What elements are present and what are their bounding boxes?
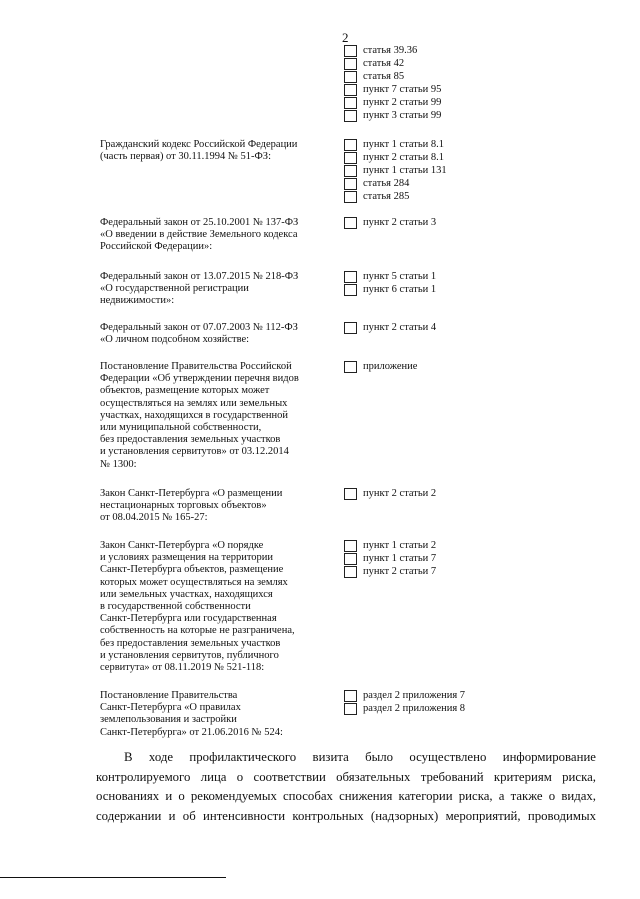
checkbox-label: пункт 2 статьи 7: [363, 566, 437, 577]
checkbox-label: пункт 2 статьи 8.1: [363, 152, 445, 163]
checkbox[interactable]: [344, 488, 357, 500]
checkbox-label: пункт 1 статьи 131: [363, 165, 447, 176]
checkbox[interactable]: [344, 45, 357, 57]
checkbox[interactable]: [344, 152, 357, 164]
checkbox[interactable]: [344, 178, 357, 190]
checkbox[interactable]: [344, 361, 357, 373]
checkbox-label: статья 285: [363, 191, 410, 202]
checkbox-label: пункт 1 статьи 8.1: [363, 139, 445, 150]
checkbox-label: статья 39.36: [363, 45, 418, 56]
checkbox-label: раздел 2 приложения 7: [363, 690, 466, 701]
checkbox-label: пункт 7 статьи 95: [363, 84, 442, 95]
checkbox[interactable]: [344, 71, 357, 83]
law-title: Постановление Правительства Российской Федерации «Об утверждении перечня видов объектов, размещение которых может осуществляться на землях или земельных участках, находящихся в государственной или муниципальной собственности, без предоставления земельных участков и установления сервитутов» от 03.12.2014 № 1300:: [100, 361, 299, 470]
law-title: Гражданский кодекс Российской Федерации (часть первая) от 30.11.1994 № 51-ФЗ:: [100, 139, 298, 163]
checkbox-label: пункт 5 статьи 1: [363, 271, 437, 282]
checkbox[interactable]: [344, 284, 357, 296]
checkbox[interactable]: [344, 139, 357, 151]
checkbox-label: пункт 2 статьи 99: [363, 97, 442, 108]
checkbox[interactable]: [344, 97, 357, 109]
law-title: Федеральный закон от 07.07.2003 № 112-ФЗ «О личном подсобном хозяйстве:: [100, 322, 298, 346]
page-number: 2: [342, 30, 349, 45]
checkbox[interactable]: [344, 217, 357, 229]
law-title: Постановление Правительства Санкт-Петербурга «О правилах землепользования и застройки Санкт-Петербурга» от 21.06.2016 № 524:: [100, 690, 283, 738]
checkbox-label: пункт 2 статьи 3: [363, 217, 437, 228]
checkbox-label: пункт 1 статьи 2: [363, 540, 437, 551]
paragraph-line: контролируемого лица о соответствии обязательных требований критериям риска,: [96, 769, 596, 784]
checkbox[interactable]: [344, 703, 357, 715]
checkbox-label: пункт 3 статьи 99: [363, 110, 442, 121]
footnote-divider: [0, 877, 226, 878]
checkbox-label: пункт 2 статьи 2: [363, 488, 437, 499]
checkbox[interactable]: [344, 110, 357, 122]
checkbox[interactable]: [344, 690, 357, 702]
checkbox-label: статья 42: [363, 58, 405, 69]
paragraph-line: содержании и об интенсивности контрольных (надзорных) мероприятий, проводимых: [96, 808, 596, 823]
checkbox[interactable]: [344, 191, 357, 203]
checkbox-label: приложение: [363, 361, 418, 372]
law-title: Федеральный закон от 13.07.2015 № 218-ФЗ «О государственной регистрации недвижимости»:: [100, 271, 299, 307]
checkbox-label: статья 284: [363, 178, 410, 189]
checkbox[interactable]: [344, 271, 357, 283]
checkbox[interactable]: [344, 540, 357, 552]
checkbox-label: пункт 2 статьи 4: [363, 322, 437, 333]
checkbox[interactable]: [344, 165, 357, 177]
checkbox-label: пункт 6 статьи 1: [363, 284, 437, 295]
paragraph-line: основаниях и о рекомендуемых способах снижения категории риска, а также о видах,: [96, 789, 596, 804]
checkbox-label: пункт 1 статьи 7: [363, 553, 437, 564]
checkbox[interactable]: [344, 566, 357, 578]
checkbox[interactable]: [344, 84, 357, 96]
checkbox[interactable]: [344, 322, 357, 334]
checkbox-label: статья 85: [363, 71, 405, 82]
law-title: Закон Санкт-Петербурга «О порядке и условиях размещения на территории Санкт-Петербурга объектов, размещение которых может осуществляться на землях или земельных участках, находящихся в государственной собственности Санкт-Петербурга или государственная собственность на которые не разграничена, без предоставления земельных участков и установления сервитутов, публичного сервитута» от 08.11.2019 № 521-118:: [100, 540, 295, 674]
body-paragraph: [96, 748, 596, 826]
checkbox-label: раздел 2 приложения 8: [363, 703, 466, 714]
paragraph-line: В ходе профилактического визита было осуществлено информирование: [124, 750, 596, 764]
checkbox[interactable]: [344, 553, 357, 565]
law-title: Закон Санкт-Петербурга «О размещении нестационарных торговых объектов» от 08.04.2015 № 165-27:: [100, 488, 283, 524]
checkbox[interactable]: [344, 58, 357, 70]
law-title: Федеральный закон от 25.10.2001 № 137-ФЗ «О введении в действие Земельного кодекса Российской Федерации»:: [100, 217, 299, 253]
